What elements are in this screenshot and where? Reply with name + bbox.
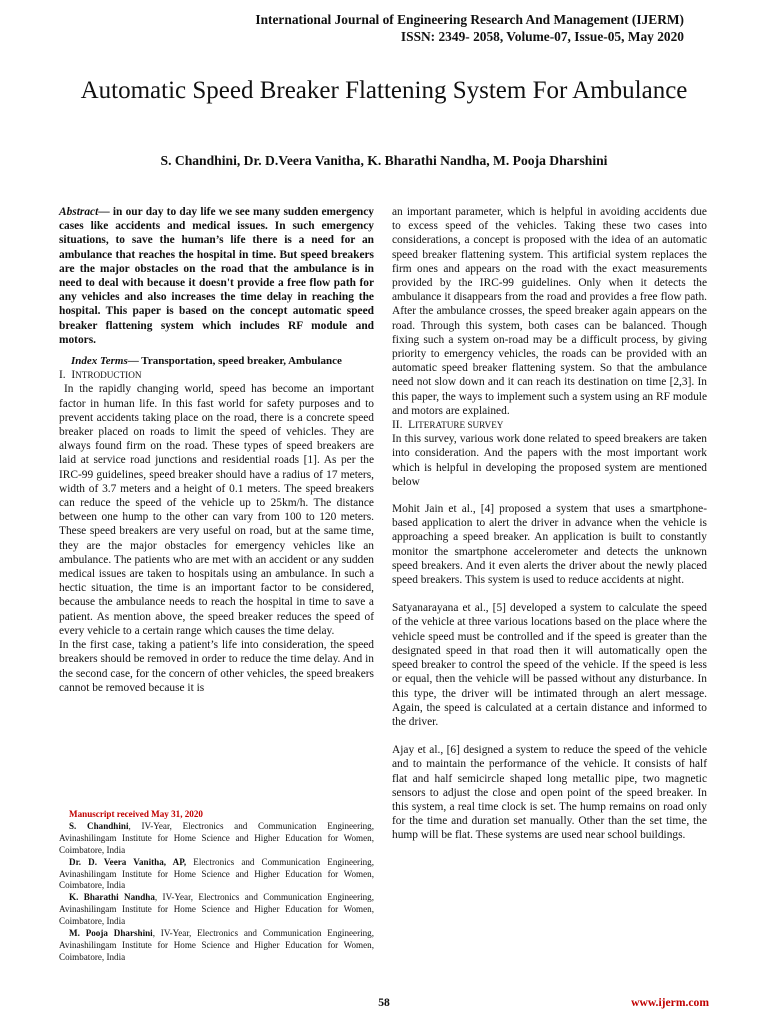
paper-title: Automatic Speed Breaker Flattening System For Ambulance <box>80 77 688 104</box>
journal-name: International Journal of Engineering Research And Management (IJERM) <box>255 12 684 27</box>
left-column <box>59 205 374 695</box>
index-terms-label: Index Terms <box>71 355 128 368</box>
section-heading-literature-survey: II. LITERATURE SURVEY <box>392 419 504 432</box>
abstract-label: Abstract <box>59 206 99 218</box>
journal-header <box>255 11 684 45</box>
index-terms <box>59 354 374 368</box>
abstract-text: — in our day to day life we see many sudden emergency cases like accidents and medical issues. In such emergency situations, to save the human’s life there is a need for an ambulance that reaches the hospital in time. But speed breakers are the major obstacles on the road that the ambulance is in need to deal with because it doesn't provide a free flow path for any vehicles and also increases the time delay in reaching the hospital. This paper is based on the concept automatic speed breaker flattening system which includes RF module and motors. <box>59 206 374 346</box>
intro-paragraph-1: In the rapidly changing world, speed has become an important factor in human life. In this fast world for safety purposes and to prevent accidents taking place on the road, there is a concrete speed breaker placed on roads to limit the speed of vehicles. They are always found firm on the road. These types of speed breakers are laid at service road junctions and residential roads [1]. As per the IRC-99 guidelines, speed breaker should have a radius of 17 meters, width of 3.7 meters and a height of 0.1 meters. The speed breakers can reduce the speed of the vehicle up to 25km/h. The distance between one hump to the other can vary from 100 to 120 meters. These speed breakers are very useful on road, but at the same time, they are the major obstacles for emergency vehicles like an ambulance. The patients who are met with an accident or any sudden medical issues are taken to hospitals using an ambulance. In such a hectic situation, the time is an important factor to be considered, because the ambulance needs to reach the hospital in time to save a patient. As mention above, the speed breaker reduces the speed of every vehicle to a certain range which causes the time delay. <box>59 383 374 637</box>
page-number: 58 <box>378 996 390 1009</box>
journal-website-link[interactable]: www.ijerm.com <box>631 996 709 1009</box>
literature-paragraph-1: In this survey, various work done related to speed breakers are taken into consideration. And the papers with the most important work which is helpful in developing the proposed system are mentioned below <box>392 433 707 488</box>
abstract <box>59 205 374 347</box>
literature-paragraph-3: Satyanarayana et al., [5] developed a system to calculate the speed of the vehicle at three various locations based on the place where the vehicle speed must be controlled and if the speed is greater than the designated speed in that road then it will automatically open the speed breaker to control the speed of the vehicle. If the speed is less or equal, then the vehicle will be passed without any disturbance. In this type, the driver will be intimated through an alert message. Again, the speed is calculated at a certain distance and informed to the driver. <box>392 602 707 728</box>
intro-paragraph-2: In the first case, taking a patient’s life into consideration, the speed breakers should be removed in order to reduce the time delay. And in the second case, for the concern of other vehicles, the speed breakers cannot be removed because it is <box>59 639 374 694</box>
index-terms-text: — Transportation, speed breaker, Ambulance <box>127 355 342 368</box>
footnote-author-3: K. Bharathi Nandha, IV-Year, Electronics and Communication Engineering, Avinashilingam Institute for Home Science and Higher Education for Women, Coimbatore, India <box>59 892 375 927</box>
right-column <box>392 205 707 843</box>
author-list: S. Chandhini, Dr. D.Veera Vanitha, K. Bharathi Nandha, M. Pooja Dharshini <box>160 153 608 168</box>
literature-paragraph-2: Mohit Jain et al., [4] proposed a system that uses a smartphone-based application to alert the driver in advance when the vehicle is approaching a speed breaker. An application is built to constantly monitor the smartphone accelerometer and detects the unknown speed breakers. And it even alerts the driver about the newly placed speed breakers. This system is used to reduce accidents at night. <box>392 503 707 587</box>
footnote-author-4: M. Pooja Dharshini, IV-Year, Electronics and Communication Engineering, Avinashilingam Institute for Home Science and Higher Education for Women, Coimbatore, India <box>59 928 374 962</box>
intro-paragraph-3: an important parameter, which is helpful in avoiding accidents due to excess speed of the vehicles. Taking these two cases into considerations, a concept is proposed with the idea of an automatic speed breaker flattening system. This artificial system replaces the firm ones and appears on the road with the exact measurements provided by the IRC-99 guidelines. Only when it detects the ambulance it disappears from the road and provides a free flow path. After the ambulance crosses, the speed breaker again appears on the road. Through this system, both cases can be balanced. Though fixing such a system on-road may be a difficult process, by giving priority to emergency vehicles, the roads can be provided with an automatic speed breaker flattening system. So that the ambulance need not slow down and it can reach its destination on time [2,3]. In this paper, the ways to implement such a system using an RF module and motors are explained. <box>392 206 707 417</box>
footnote-author-1: S. Chandhini, IV-Year, Electronics and Communication Engineering, Avinashilingam Institute for Home Science and Higher Education for Women, Coimbatore, India <box>59 820 374 855</box>
author-footnote <box>59 809 374 964</box>
literature-paragraph-4: Ajay et al., [6] designed a system to reduce the speed of the vehicle and to maintain the performance of the vehicle. It consists of half flat and half semicircle shaped long metallic pipe, two magnetic sensors to adjust the close and open point of the speed breaker. In this system, a real time clock is set. The hump remains on road only for the time and duration set manually. Other than the set time, the hump will be flat. These systems are used near school buildings. <box>392 744 707 842</box>
manuscript-received: Manuscript received May 31, 2020 <box>69 809 203 819</box>
journal-issn: ISSN: 2349- 2058, Volume-07, Issue-05, May 2020 <box>400 29 684 44</box>
section-heading-introduction: I. INTRODUCTION <box>59 369 142 382</box>
footnote-author-2: Dr. D. Veera Vanitha, AP, Electronics and Communication Engineering, Avinashilingam Institute for Home Science and Higher Education for Women, Coimbatore, India <box>59 856 374 891</box>
